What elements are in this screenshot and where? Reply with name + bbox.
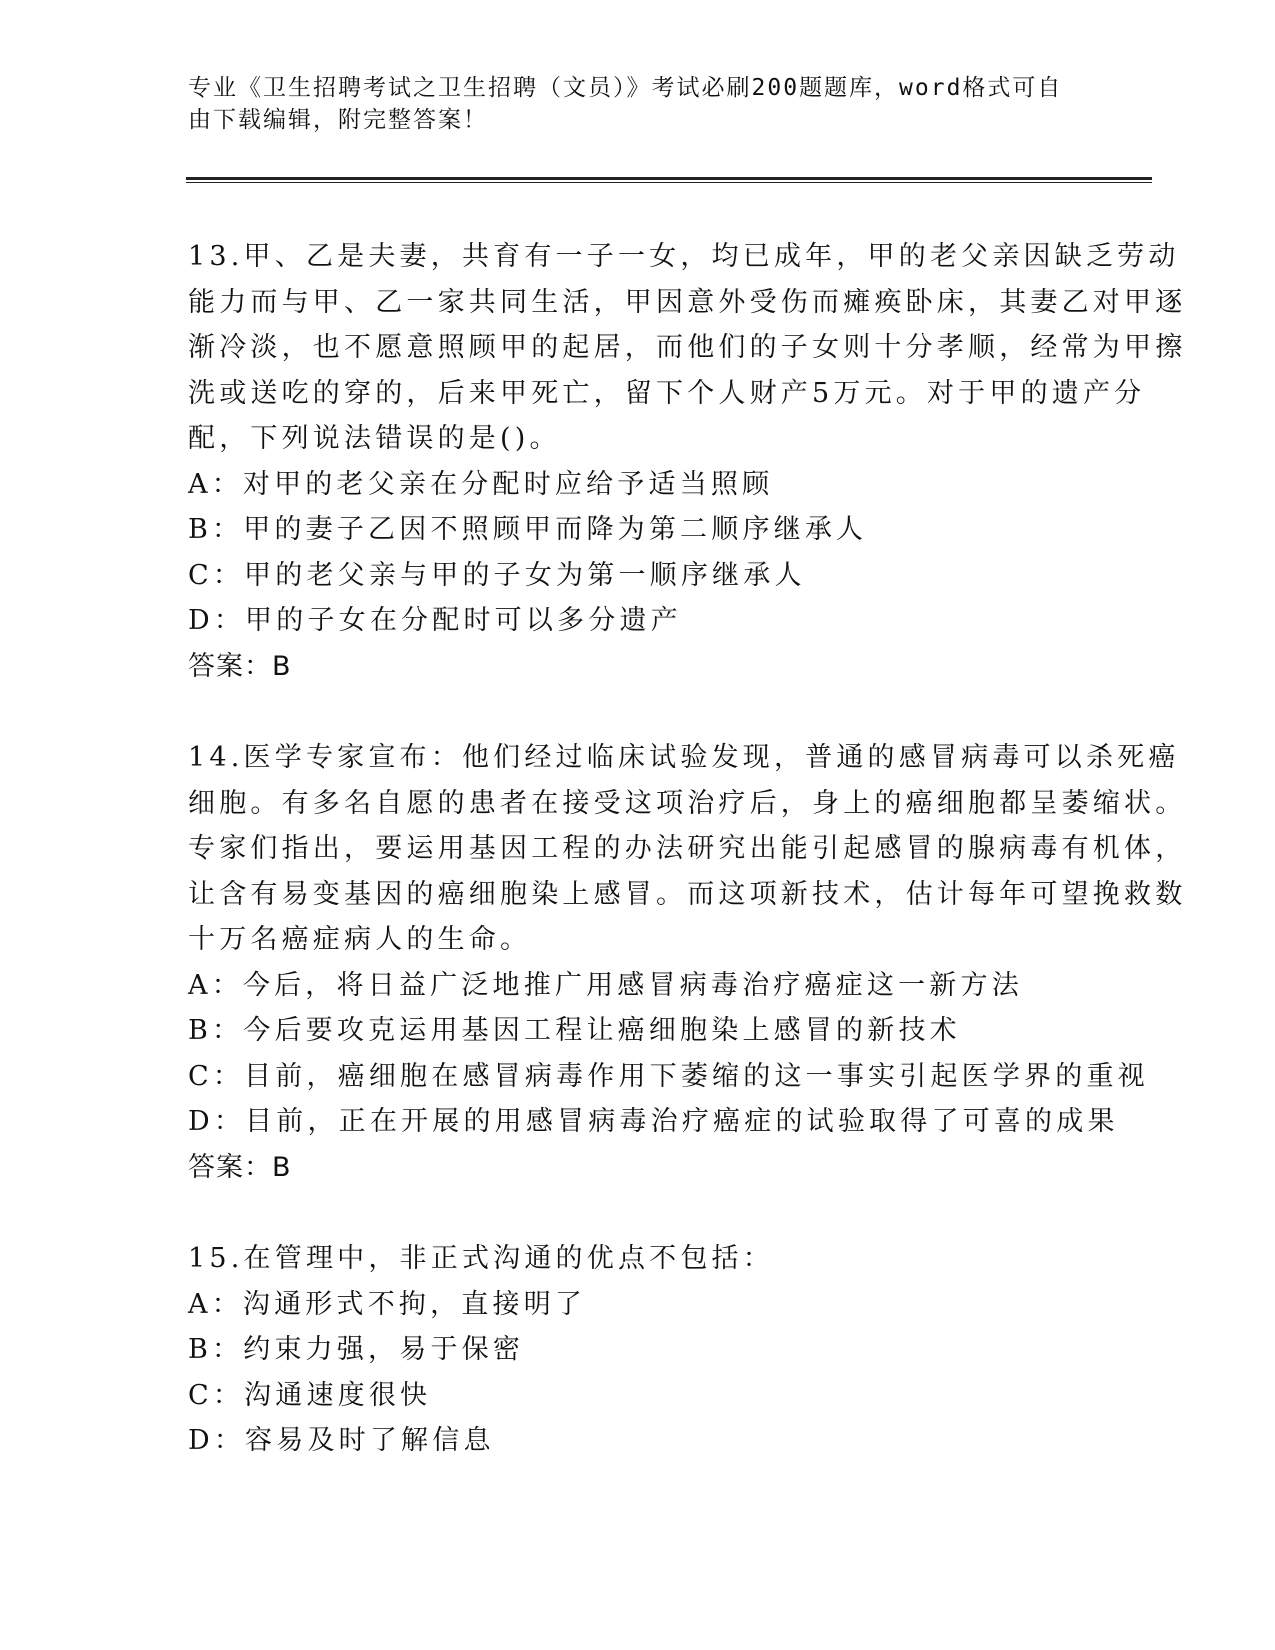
question-15 [188,1236,1198,1464]
answer: 答案：B [188,1151,292,1183]
option-d: D：目前，正在开展的用感冒病毒治疗癌症的试验取得了可喜的成果 [188,1106,1119,1137]
option-a: A：对甲的老父亲在分配时应给予适当照顾 [188,468,774,500]
document-header: 专业《卫生招聘考试之卫生招聘（文员）》考试必刷200题题库，word格式可自由下载编辑，附完整答案！ [188,75,1063,133]
option-b: B：约束力强，易于保密 [188,1334,525,1365]
question-13 [188,234,1198,689]
question-14 [188,735,1198,1190]
question-stem: 13.甲、乙是夫妻，共育有一子一女，均已成年，甲的老父亲因缺乏劳动能力而与甲、乙一家共同生活，甲因意外受伤而瘫痪卧床，其妻乙对甲逐渐冷淡，也不愿意照顾甲的起居，而他们的子女则十分孝顺，经常为甲擦洗或送吃的穿的，后来甲死亡，留下个人财产5万元。对于甲的遗产分配，下列说法错误的是()。 [188,241,1187,454]
option-b: B：今后要攻克运用基因工程让癌细胞染上感冒的新技术 [188,1015,961,1046]
option-b: B：甲的妻子乙因不照顾甲而降为第二顺序继承人 [188,514,868,545]
option-c: C：沟通速度很快 [188,1379,432,1411]
option-d: D：甲的子女在分配时可以多分遗产 [188,605,682,636]
option-d: D：容易及时了解信息 [188,1425,495,1456]
option-c: C：目前，癌细胞在感冒病毒作用下萎缩的这一事实引起医学界的重视 [188,1060,1149,1092]
option-a: A：沟通形式不拘，直接明了 [188,1288,587,1320]
answer: 答案：B [188,650,292,682]
option-a: A：今后，将日益广泛地推广用感冒病毒治疗癌症这一新方法 [188,969,1023,1001]
question-list [188,234,1198,1510]
option-c: C：甲的老父亲与甲的子女为第一顺序继承人 [188,559,806,591]
question-stem: 14.医学专家宣布：他们经过临床试验发现，普通的感冒病毒可以杀死癌细胞。有多名自愿的患者在接受这项治疗后，身上的癌细胞都呈萎缩状。专家们指出，要运用基因工程的办法研究出能引起感冒的腺病毒有机体，让含有易变基因的癌细胞染上感冒。而这项新技术，估计每年可望挽救数十万名癌症病人的生命。 [188,742,1187,955]
header-divider [186,177,1152,183]
question-stem: 15.在管理中，非正式沟通的优点不包括： [188,1243,774,1274]
